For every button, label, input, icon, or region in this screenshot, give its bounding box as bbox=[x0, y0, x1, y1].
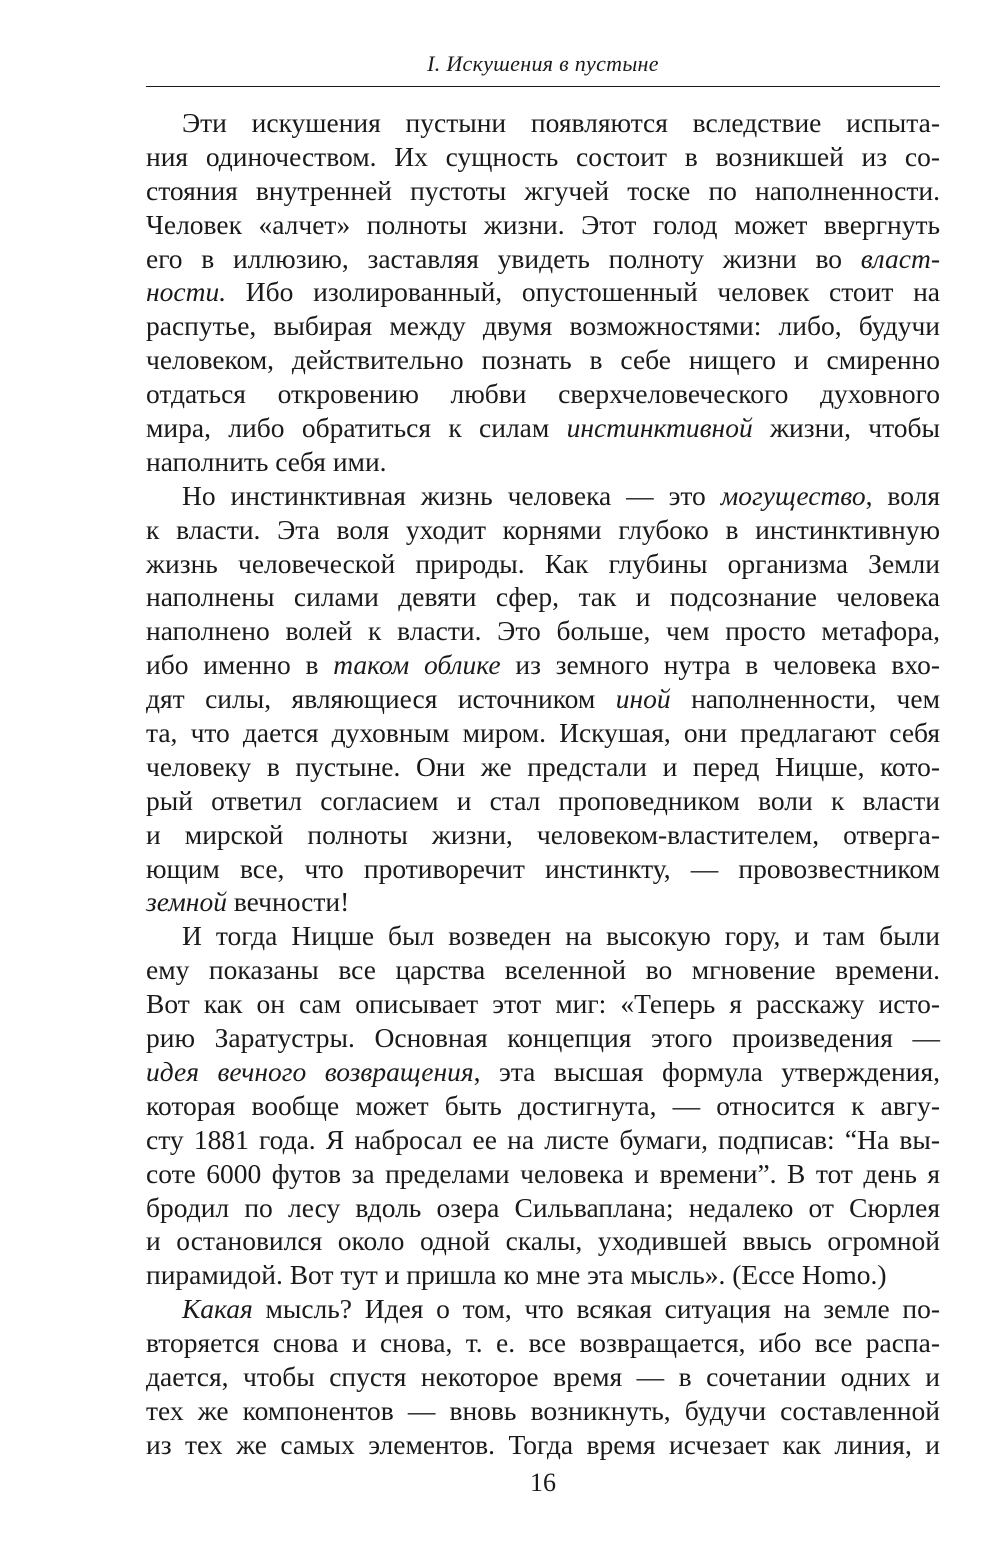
text-line: мира, либо обратиться к силам инстинктивной жизни, чтобы bbox=[146, 412, 941, 444]
text-line: стояния внутренней пустоты жгучей тоске по наполненности. bbox=[146, 174, 940, 206]
text-line: к власти. Эта воля уходит корнями глубоко в инстинктивную bbox=[146, 513, 940, 545]
text-line: и остановился около одной скалы, уходившей ввысь огромной bbox=[146, 1225, 940, 1257]
text-line: отдаться откровению любви сверхчеловеческого духовного bbox=[146, 378, 940, 410]
text-line: которая вообще может быть достигнута, — относится к авгу- bbox=[146, 1089, 940, 1121]
text-line: тех же компонентов — вновь возникнуть, будучи составленной bbox=[146, 1394, 940, 1426]
text-line: сту 1881 года. Я набросал ее на листе бумаги, подписав: “На вы- bbox=[146, 1123, 940, 1155]
emphasis: таком облике bbox=[333, 649, 501, 681]
emphasis: могущество bbox=[720, 479, 866, 511]
emphasis: инстинктивной bbox=[566, 412, 753, 444]
text-line: рый ответил согласием и стал проповедником воли к власти bbox=[146, 784, 940, 816]
text-line: Вот как он сам описывает этот миг: «Теперь я расскажу исто- bbox=[146, 988, 940, 1020]
text-line: И тогда Ницше был возведен на высокую гору, и там были bbox=[182, 920, 940, 952]
body-text bbox=[146, 106, 940, 1462]
text-line: его в иллюзию, заставляя увидеть полноту жизни во власт- bbox=[146, 242, 940, 274]
text-line: из тех же самых элементов. Тогда время исчезает как линия, и bbox=[146, 1428, 940, 1460]
header-rule bbox=[146, 86, 940, 87]
text-line: ности. Ибо изолированный, опустошенный человек стоит на bbox=[146, 276, 940, 308]
text-line: ющим все, что противоречит инстинкту, — провозвестником bbox=[146, 852, 940, 884]
text-line: Эти искушения пустыни появляются вследствие испыта- bbox=[182, 107, 940, 138]
text-line: наполнить себя ими. bbox=[146, 445, 387, 477]
text-line: та, что дается духовным миром. Искушая, они предлагают себя bbox=[146, 717, 940, 749]
text-line: Человек «алчет» полноты жизни. Этот голод может ввергнуть bbox=[146, 208, 940, 240]
text-line: человеком, действительно познать в себе нищего и смиренно bbox=[146, 344, 940, 376]
text-line: Но инстинктивная жизнь человека — это могущество, воля bbox=[182, 479, 940, 511]
emphasis: идея вечного возвращения bbox=[146, 1055, 474, 1087]
text-line: наполнено волей к власти. Это больше, чем просто метафора, bbox=[146, 615, 940, 647]
emphasis: земной bbox=[146, 886, 227, 918]
text-line: вторяется снова и снова, т. е. все возвращается, ибо все распа- bbox=[146, 1327, 940, 1359]
text-line: Какая мысль? Идея о том, что всякая ситуация на земле по- bbox=[182, 1293, 940, 1325]
text-line: жизнь человеческой природы. Как глубины организма Земли bbox=[146, 547, 940, 579]
text-line: наполнены силами девяти сфер, так и подсознание человека bbox=[146, 581, 940, 613]
text-line: и мирской полноты жизни, человеком-властителем, отверга- bbox=[146, 818, 940, 850]
text-line: соте 6000 футов за пределами человека и времени”. В тот день я bbox=[146, 1157, 940, 1189]
text-line: пирамидой. Вот тут и пришла ко мне эта мысль». (Ecce Homo.) bbox=[146, 1259, 887, 1291]
text-line: бродил по лесу вдоль озера Сильваплана; недалеко от Сюрлея bbox=[146, 1191, 940, 1223]
emphasis: ности. bbox=[146, 276, 227, 308]
text-line: ния одиночеством. Их сущность состоит в возникшей из со- bbox=[146, 140, 940, 172]
page-number: 16 bbox=[530, 1468, 556, 1497]
text-line: идея вечного возвращения, эта высшая формула утверждения, bbox=[146, 1055, 940, 1087]
text-line: ибо именно в таком облике из земного нутра в человека вхо- bbox=[146, 649, 940, 681]
text-line: рию Заратустры. Основная концепция этого произведения — bbox=[146, 1022, 940, 1054]
text-line: распутье, выбирая между двумя возможностями: либо, будучи bbox=[146, 310, 940, 342]
text-line: дается, чтобы спустя некоторое время — в сочетании одних и bbox=[146, 1360, 940, 1392]
text-line: земной вечности! bbox=[146, 886, 350, 918]
text-line: ему показаны все царства вселенной во мгновение времени. bbox=[146, 954, 940, 986]
text-line: дят силы, являющиеся источником иной наполненности, чем bbox=[146, 683, 940, 715]
running-head: I. Искушения в пустыне bbox=[427, 51, 659, 76]
text-line: человеку в пустыне. Они же предстали и перед Ницше, кото- bbox=[146, 750, 940, 782]
emphasis: власт- bbox=[860, 242, 940, 274]
emphasis: Какая bbox=[182, 1293, 253, 1325]
emphasis: иной bbox=[615, 683, 671, 715]
